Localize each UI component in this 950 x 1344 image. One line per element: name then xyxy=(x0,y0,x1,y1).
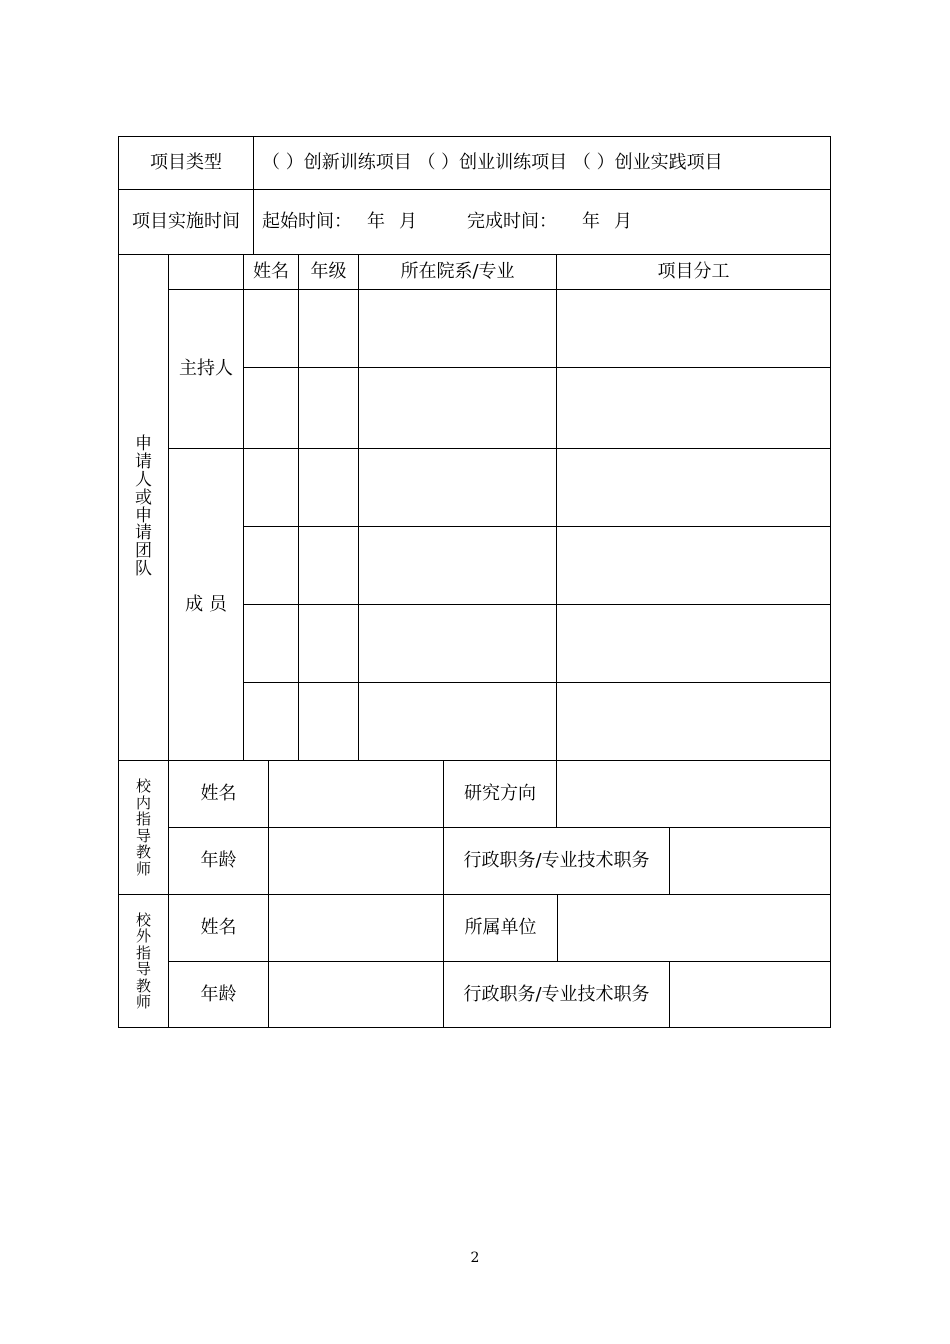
internal-advisor-label xyxy=(119,761,168,894)
table-row[interactable] xyxy=(244,527,830,604)
page-number: 2 xyxy=(470,1250,480,1266)
column-header-department: 所在院系/专业 xyxy=(400,261,515,282)
table-row[interactable] xyxy=(244,449,830,526)
internal-title-label: 行政职务/专业技术职务 xyxy=(463,850,650,871)
vertical-label-char: 教 xyxy=(135,843,151,861)
project-type-label: 项目类型 xyxy=(150,152,222,173)
table-row[interactable] xyxy=(244,368,830,448)
column-header-grade: 年级 xyxy=(310,261,347,282)
host-label: 主持人 xyxy=(179,358,233,379)
vertical-label-char: 申 xyxy=(135,434,152,455)
vertical-label-char: 申 xyxy=(135,505,152,526)
vertical-label-char: 指 xyxy=(135,810,151,828)
end-time-label: 完成时间： xyxy=(467,211,557,232)
table-border-right xyxy=(830,136,831,1028)
vertical-label-char: 团 xyxy=(135,541,152,562)
table-border-bottom xyxy=(118,1027,831,1028)
member-label: 成 员 xyxy=(185,593,227,615)
internal-name-field[interactable] xyxy=(269,761,443,827)
end-year-field[interactable]: 年 xyxy=(582,211,600,232)
vertical-label-char: 外 xyxy=(135,927,151,945)
column-header-name: 姓名 xyxy=(253,261,289,282)
start-month-field[interactable]: 月 xyxy=(399,211,417,232)
internal-name-label: 姓名 xyxy=(200,783,237,804)
vertical-label-char: 或 xyxy=(135,487,152,508)
external-name-label: 姓名 xyxy=(200,917,237,938)
table-divider xyxy=(253,136,254,255)
vertical-label-char: 队 xyxy=(135,559,152,580)
vertical-label-char: 内 xyxy=(135,793,151,812)
research-direction-field[interactable] xyxy=(557,761,830,827)
external-title-field[interactable] xyxy=(670,962,830,1027)
internal-age-field[interactable] xyxy=(269,828,443,894)
external-advisor-label xyxy=(119,895,168,1027)
table-row[interactable] xyxy=(244,683,830,760)
implementation-time-label: 项目实施时间 xyxy=(132,211,240,232)
vertical-label-char: 教 xyxy=(135,976,151,995)
vertical-label-char: 导 xyxy=(135,960,151,978)
affiliation-label: 所属单位 xyxy=(464,917,537,938)
table-row[interactable] xyxy=(244,605,830,682)
vertical-label-char: 人 xyxy=(135,469,152,490)
internal-title-field[interactable] xyxy=(670,828,830,894)
vertical-label-char: 师 xyxy=(135,993,151,1011)
external-title-label: 行政职务/专业技术职务 xyxy=(463,983,650,1005)
table-row[interactable] xyxy=(244,290,830,367)
external-age-label: 年龄 xyxy=(200,983,237,1005)
vertical-label-char: 校 xyxy=(135,777,151,795)
start-time-label: 起始时间： xyxy=(262,211,352,232)
end-month-field[interactable]: 月 xyxy=(614,211,632,232)
column-header-division: 项目分工 xyxy=(657,261,730,282)
research-direction-label: 研究方向 xyxy=(464,783,536,804)
affiliation-field[interactable] xyxy=(558,895,830,961)
vertical-label-char: 师 xyxy=(135,859,151,878)
vertical-label-char: 请 xyxy=(135,451,152,472)
start-year-field[interactable]: 年 xyxy=(367,211,385,232)
external-name-field[interactable] xyxy=(269,895,443,961)
vertical-label-char: 请 xyxy=(135,523,152,544)
project-type-options[interactable]: （ ）创新训练项目 （ ）创业训练项目 （ ）创业实践项目 xyxy=(262,152,723,173)
vertical-label-char: 指 xyxy=(135,943,151,962)
internal-age-label: 年龄 xyxy=(200,850,237,871)
vertical-label-char: 校 xyxy=(135,910,151,929)
vertical-label-char: 导 xyxy=(135,826,151,845)
applicant-team-label xyxy=(119,255,168,760)
external-age-field[interactable] xyxy=(269,962,443,1027)
